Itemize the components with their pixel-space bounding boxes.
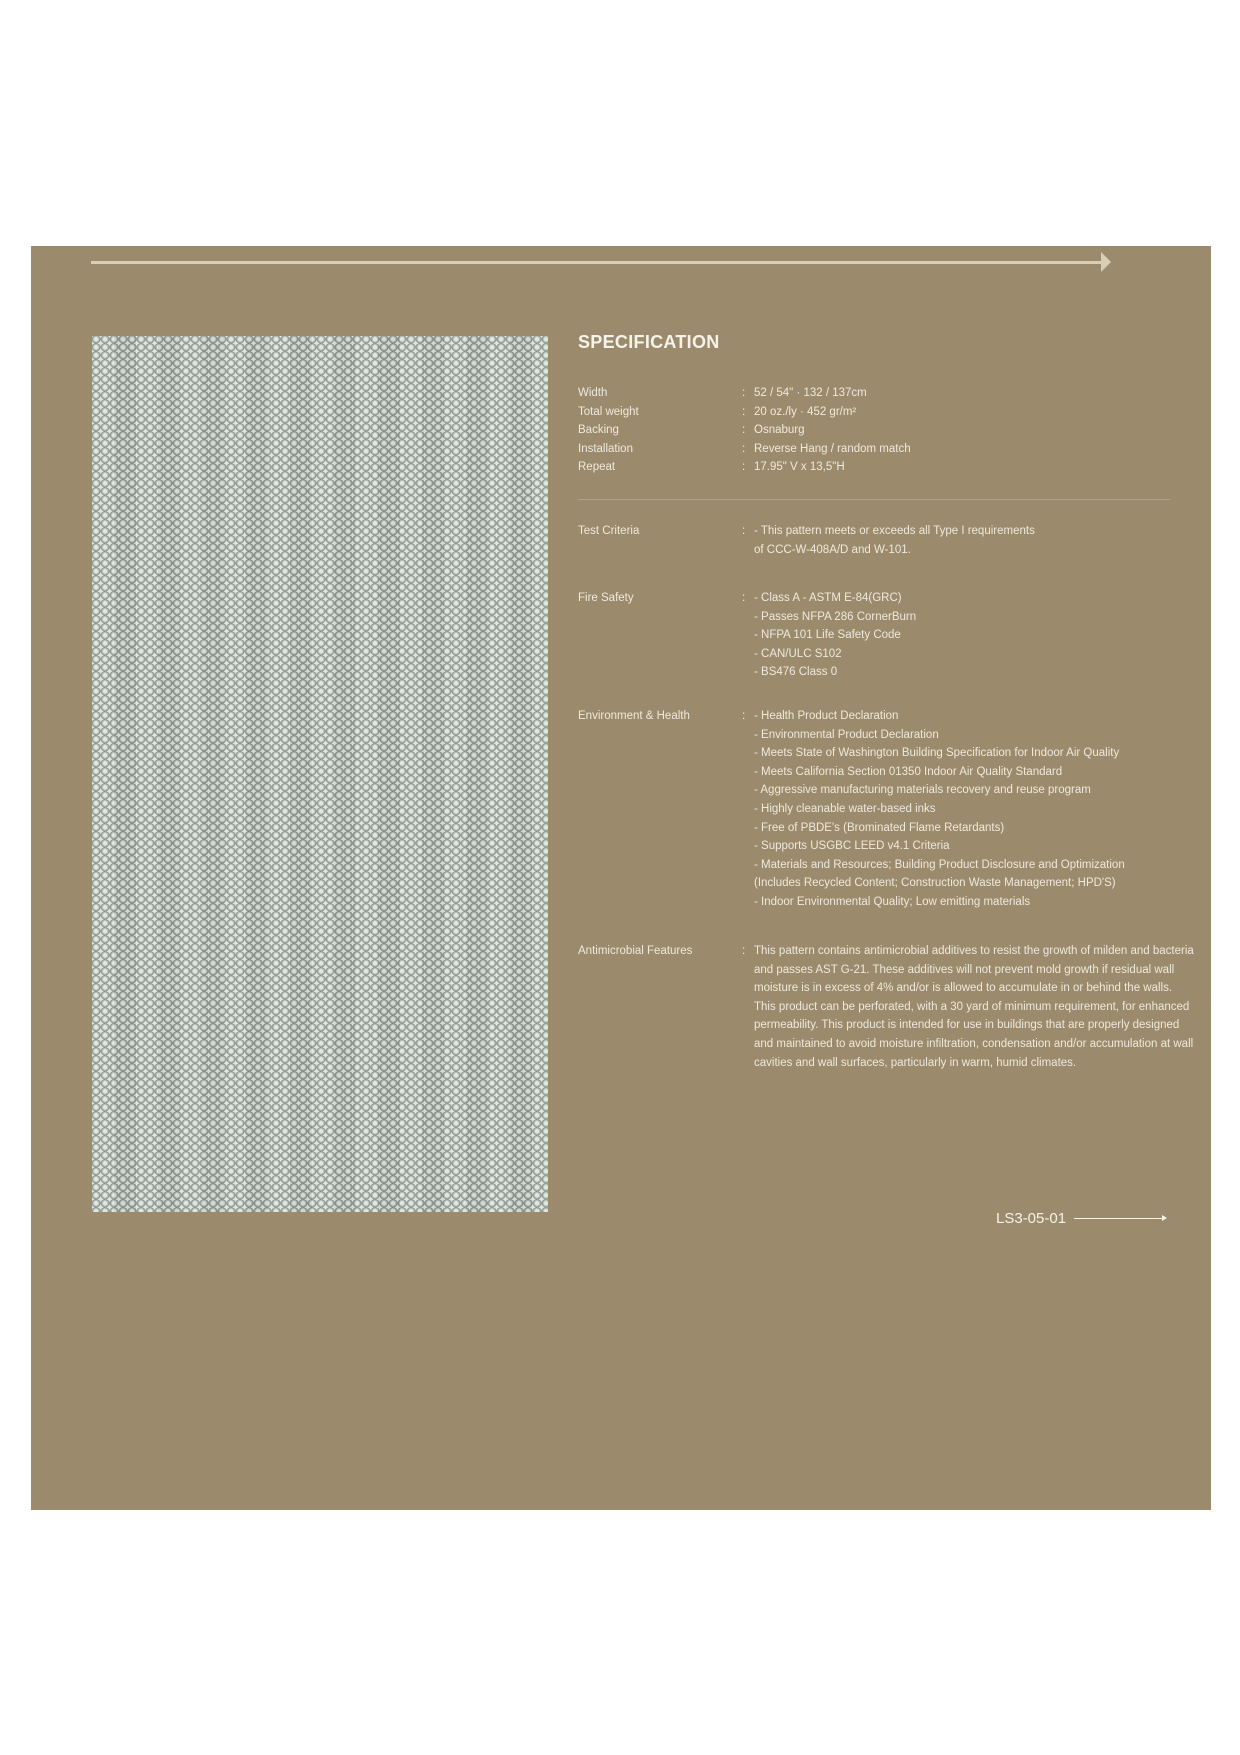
spec-label: Total weight <box>578 405 639 418</box>
environment-line: - Materials and Resources; Building Product Disclosure and Optimization <box>754 858 1125 871</box>
spec-separator: : <box>742 710 746 722</box>
environment-line: - Aggressive manufacturing materials recovery and reuse program <box>754 784 1091 797</box>
spec-row-width <box>578 384 1178 403</box>
environment-line: - Health Product Declaration <box>754 710 899 722</box>
section-value <box>754 522 1194 559</box>
section-divider <box>578 499 1170 500</box>
section-value <box>754 589 1194 682</box>
section-label: Antimicrobial Features <box>578 945 693 957</box>
environment-line: - Meets State of Washington Building Specification for Indoor Air Quality <box>754 747 1120 760</box>
spec-separator: : <box>742 387 746 399</box>
spec-title: SPECIFICATION <box>578 332 720 352</box>
section-label: Environment & Health <box>578 710 690 722</box>
arrow-right-icon <box>1074 1218 1164 1219</box>
spec-separator: : <box>742 442 746 455</box>
spec-label: Repeat <box>578 461 616 474</box>
environment-line: - Free of PBDE's (Brominated Flame Retardants) <box>754 821 1005 834</box>
spec-separator: : <box>742 525 746 537</box>
fire-safety-section <box>578 589 1208 682</box>
top-rule <box>91 261 1103 264</box>
antimicrobial-section <box>578 942 1208 1072</box>
spec-label: Width <box>578 387 608 399</box>
environment-line: - Supports USGBC LEED v4.1 Criteria <box>754 840 950 853</box>
spec-value: 20 oz./ly · 452 gr/m² <box>754 405 857 418</box>
environment-health-section <box>578 707 1208 912</box>
section-label: Test Criteria <box>578 525 640 537</box>
environment-line: - Meets California Section 01350 Indoor Air Quality Standard <box>754 765 1063 778</box>
spec-label: Installation <box>578 442 633 455</box>
fire-safety-line: - BS476 Class 0 <box>754 666 838 679</box>
spec-value: Reverse Hang / random match <box>754 442 911 455</box>
product-code: LS3-05-01 <box>996 1210 1067 1227</box>
spec-separator: : <box>742 945 746 957</box>
page-code-footer <box>996 1210 1164 1227</box>
fabric-swatch-image <box>92 336 548 1212</box>
spec-panel <box>31 246 1211 1510</box>
fire-safety-line: - NFPA 101 Life Safety Code <box>754 629 901 642</box>
arrow-right-icon <box>1101 252 1111 272</box>
environment-line: - Environmental Product Declaration <box>754 728 939 741</box>
spec-row-backing <box>578 421 1178 440</box>
basic-specs <box>578 384 1178 477</box>
section-label: Fire Safety <box>578 592 634 604</box>
spec-row-repeat <box>578 458 1178 477</box>
spec-label: Backing <box>578 424 619 437</box>
environment-line: - Highly cleanable water-based inks <box>754 802 936 815</box>
spec-row-installation <box>578 440 1178 459</box>
section-value <box>754 707 1194 912</box>
spec-separator: : <box>742 424 746 437</box>
criteria-line: - This pattern meets or exceeds all Type I requirements <box>754 525 1035 537</box>
test-criteria-section <box>578 522 1208 559</box>
environment-line: - Indoor Environmental Quality; Low emitting materials <box>754 895 1031 908</box>
antimicrobial-text: This pattern contains antimicrobial additives to resist the growth of milden and bacteria and passes AST G-21. These additives will not prevent mold growth if residual wall moisture is in excess of 4% and/or is allowed to accumulate in or behind the walls. This product can be perforated, with a 30 yard of minimum requirement, for enhanced permeability. This product is intended for use in buildings that are properly designed and maintained to avoid moisture infiltration, condensation and/or accumulation at wall cavities and wall surfaces, particularly in warm, humid climates. <box>754 945 1194 1069</box>
environment-line: (Includes Recycled Content; Construction Waste Management; HPD'S) <box>754 877 1116 890</box>
criteria-line: of CCC-W-408A/D and W-101. <box>754 543 911 556</box>
fire-safety-line: - Passes NFPA 286 CornerBurn <box>754 610 917 623</box>
spec-value: 17.95" V x 13,5"H <box>754 461 845 474</box>
fire-safety-line: - Class A - ASTM E-84(GRC) <box>754 592 902 604</box>
spec-separator: : <box>742 461 746 474</box>
spec-value: Osnaburg <box>754 424 805 437</box>
spec-separator: : <box>742 592 746 604</box>
fire-safety-line: - CAN/ULC S102 <box>754 647 842 660</box>
spec-value: 52 / 54" · 132 / 137cm <box>754 387 867 399</box>
spec-row-total-weight <box>578 403 1178 422</box>
spec-separator: : <box>742 405 746 418</box>
